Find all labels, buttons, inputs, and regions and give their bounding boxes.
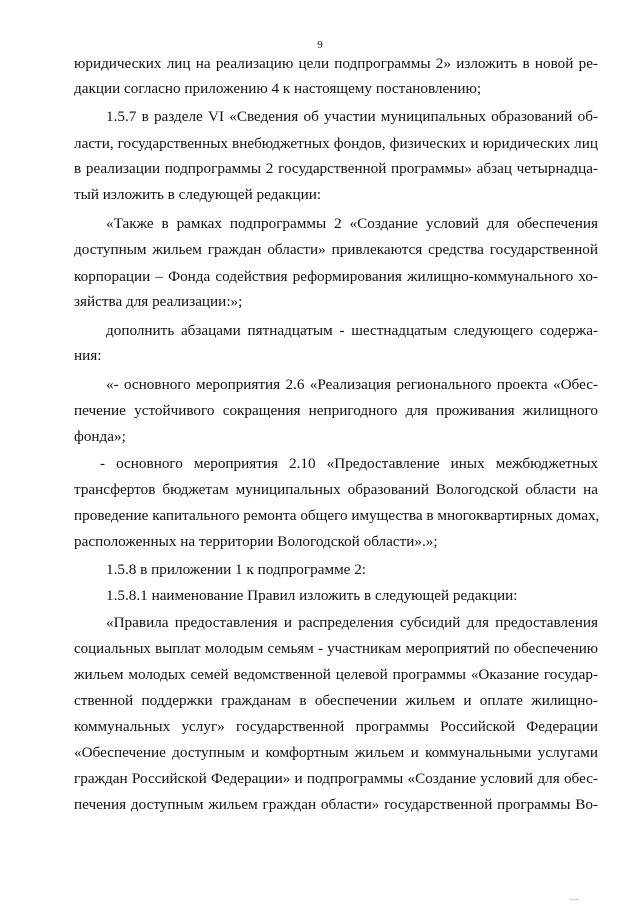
text-line: ственной поддержки гражданам в обеспечении жильем и оплате жилищно- [74, 692, 598, 709]
text-line: печение устойчивого сокращения непригодного для проживания жилищного [74, 402, 598, 419]
text-line: фонда»; [74, 428, 126, 445]
text-line: граждан Российской Федерации» и подпрограммы «Создание условий для обес- [74, 770, 598, 787]
text-line: в реализации подпрограммы 2 государственной программы» абзац четырнадца- [74, 160, 598, 177]
text-line: «Обеспечение доступным и комфортным жильем и коммунальными услугами [74, 744, 598, 761]
text-line: проведение капитального ремонта общего имущества в многоквартирных домах, [74, 507, 600, 524]
text-line: доступным жильем граждан области» привлекаются средства государственной [74, 241, 598, 258]
text-line: 1.5.8 в приложении 1 к подпрограмме 2: [106, 561, 367, 578]
text-line: дакции согласно приложению 4 к настоящему постановлению; [74, 80, 482, 97]
text-line: трансфертов бюджетам муниципальных образований Вологодской области на [74, 481, 598, 498]
text-line: «Также в рамках подпрограммы 2 «Создание условий для обеспечения [106, 215, 598, 232]
text-line: 1.5.7 в разделе VI «Сведения об участии муниципальных образований об- [106, 108, 598, 125]
text-line: зяйства для реализации:»; [74, 293, 243, 310]
text-line: тый изложить в следующей редакции: [74, 186, 322, 203]
text-line: дополнить абзацами пятнадцатым - шестнадцатым следующего содержа- [106, 322, 598, 339]
text-line: жильем молодых семей ведомственной целевой программы «Оказание государ- [74, 666, 598, 683]
text-line: ласти, государственных внебюджетных фондов, физических и юридических лиц [74, 135, 598, 152]
text-line: ния: [74, 347, 102, 364]
text-line: «Правила предоставления и распределения субсидий для предоставления [106, 614, 598, 631]
footer-mark: ... [570, 893, 579, 902]
page-number: 9 [317, 39, 323, 51]
text-line: коммунальных услуг» государственной программы Российской Федерации [74, 718, 598, 735]
text-line: - основного мероприятия 2.10 «Предоставление иных межбюджетных [100, 455, 598, 472]
text-line: юридических лиц на реализацию цели подпрограммы 2» изложить в новой ре- [74, 55, 598, 72]
text-line: корпорации – Фонда содействия реформирования жилищно-коммунального хо- [74, 268, 598, 285]
text-line: печения доступным жильем граждан области» государственной программы Во- [74, 796, 598, 813]
text-line: расположенных на территории Вологодской области».»; [74, 533, 438, 550]
text-line: «- основного мероприятия 2.6 «Реализация регионального проекта «Обес- [106, 376, 598, 393]
text-line: 1.5.8.1 наименование Правил изложить в следующей редакции: [106, 587, 518, 604]
text-line: социальных выплат молодым семьям - участникам мероприятий по обеспечению [74, 641, 598, 657]
